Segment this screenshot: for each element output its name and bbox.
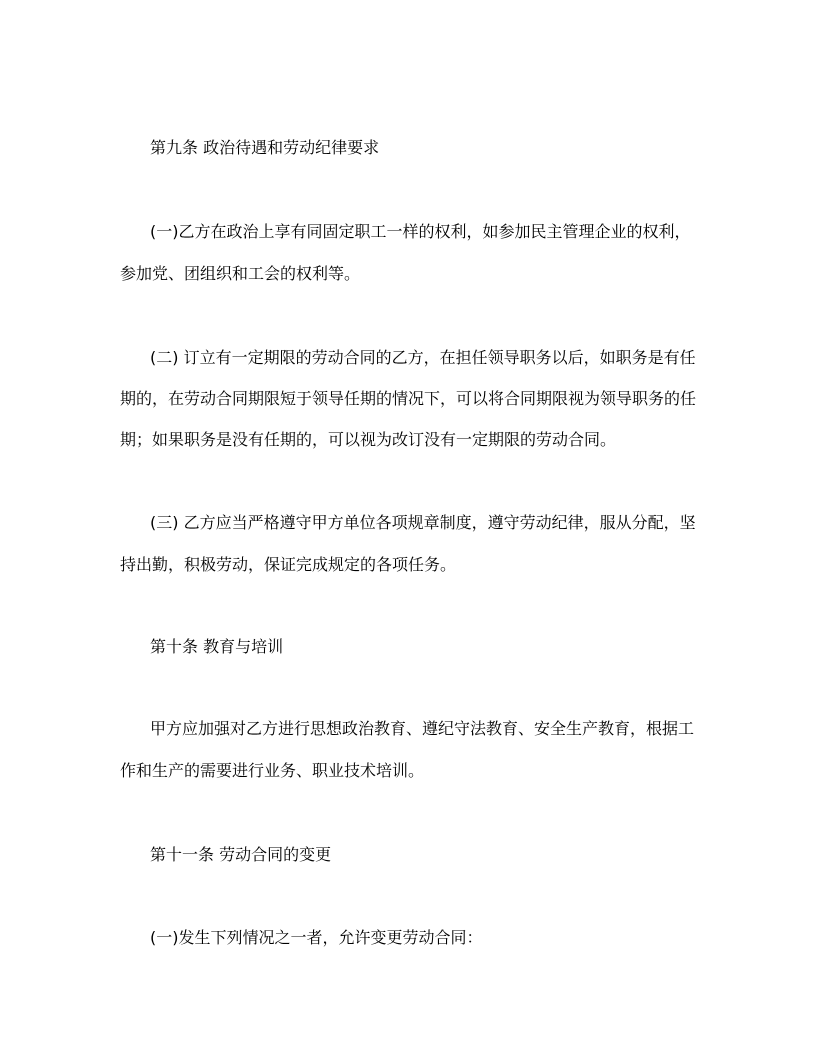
article-9-heading: 第九条 政治待遇和劳动纪律要求 [150,138,380,157]
article-9-item-2-line-1: (二) 订立有一定期限的劳动合同的乙方，在担任领导职务以后，如职务是有任 [150,348,696,367]
article-9-item-1-line-1: (一)乙方在政治上享有同固定职工一样的权利，如参加民主管理企业的权利， [150,222,691,241]
article-11-heading: 第十一条 劳动合同的变更 [150,845,332,864]
article-9-item-3-line-2: 持出勤，积极劳动，保证完成规定的各项任务。 [120,555,457,574]
article-10-heading: 第十条 教育与培训 [150,637,284,656]
article-9-item-3-line-1: (三) 乙方应当严格遵守甲方单位各项规章制度，遵守劳动纪律，服从分配，坚 [150,513,696,532]
article-10-body-line-2: 作和生产的需要进行业务、职业技术培训。 [120,761,425,780]
article-9-item-2-line-3: 期；如果职务是没有任期的，可以视为改订没有一定期限的劳动合同。 [120,430,617,449]
article-11-item-1-line-1: (一)发生下列情况之一者，允许变更劳动合同： [150,928,483,947]
article-9-item-1-line-2: 参加党、团组织和工会的权利等。 [120,264,361,283]
article-10-body-line-1: 甲方应加强对乙方进行思想政治教育、遵纪守法教育、安全生产教育，根据工 [150,719,695,738]
article-9-item-2-line-2: 期的，在劳动合同期限短于领导任期的情况下，可以将合同期限视为领导职务的任 [120,389,697,408]
